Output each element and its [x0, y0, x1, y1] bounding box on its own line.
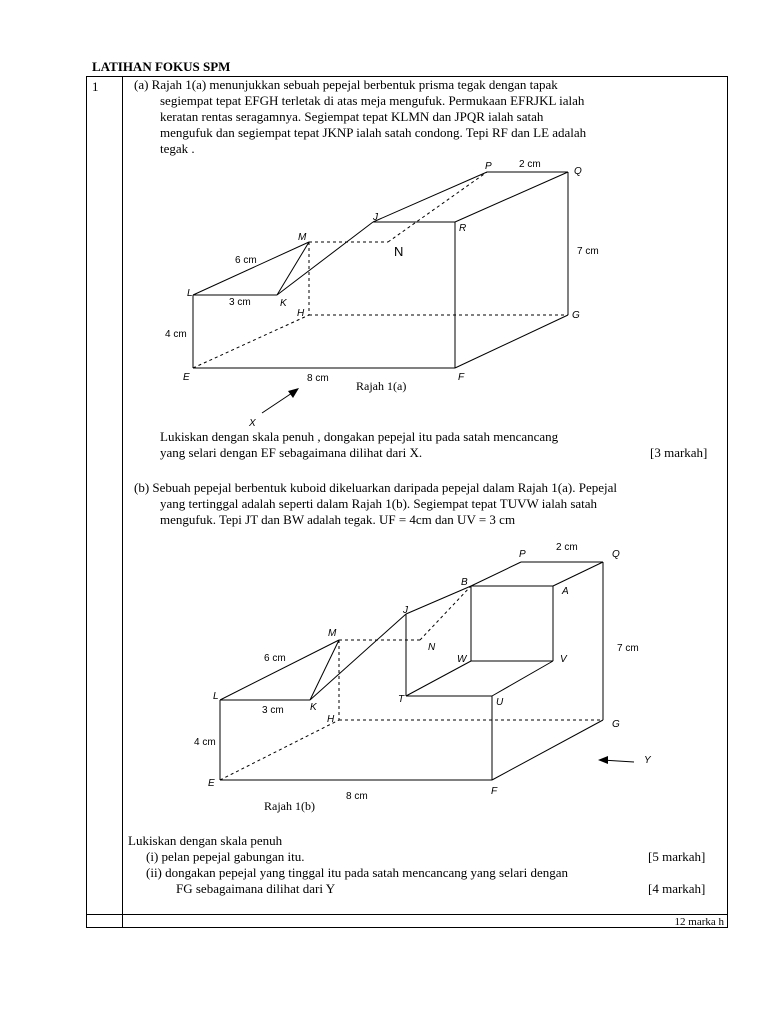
- label-h: H: [297, 308, 305, 319]
- label-p: P: [485, 161, 492, 172]
- arrow-y-head: [598, 756, 608, 764]
- label-v: V: [560, 654, 567, 665]
- dim-mn: 6 cm: [235, 255, 257, 266]
- part-b-task-ii-line-1: (ii) dongakan pepejal yang tinggal itu pada satah mencancang yang selari dengan: [146, 865, 568, 880]
- label-u: U: [496, 697, 504, 708]
- label-x: X: [249, 418, 256, 429]
- part-a-task-line-2: yang selari dengan EF sebagaimana dilihat dari X.: [160, 445, 423, 460]
- part-b-task-intro: Lukiskan dengan skala penuh: [128, 833, 283, 848]
- edge-mk: [310, 640, 339, 700]
- part-a-marks: [3 markah]: [650, 445, 708, 460]
- label-r: R: [459, 223, 467, 234]
- part-a-line-3: keratan rentas seragamnya. Segiempat tepat KLMN dan JPQR ialah satah: [160, 109, 544, 124]
- label-k: K: [310, 702, 317, 713]
- hidden-eh: [193, 315, 309, 368]
- label-j: J: [373, 212, 378, 223]
- part-b-line-1: (b) Sebuah pepejal berbentuk kuboid dikeluarkan daripada pepejal dalam Rajah 1(a). Pepejal: [134, 480, 617, 495]
- figure-1b: [180, 535, 660, 820]
- arrow-x-head: [288, 388, 299, 398]
- hidden-nb: [420, 586, 471, 640]
- dim-pq: 2 cm: [519, 159, 541, 170]
- caption-1b: Rajah 1(b): [264, 799, 315, 813]
- edge-fg: [492, 720, 603, 780]
- table-column-divider: [122, 76, 123, 928]
- dim-qg: 7 cm: [577, 246, 599, 257]
- label-n: N: [394, 244, 404, 259]
- part-a-line-4: mengufuk dan segiempat tepat JKNP ialah satah condong. Tepi RF dan LE adalah: [160, 125, 587, 140]
- hidden-np: [388, 172, 487, 242]
- label-t: T: [398, 694, 405, 705]
- edge-jk: [277, 222, 373, 295]
- label-n: N: [428, 642, 436, 653]
- dim-lk: 3 cm: [262, 705, 284, 716]
- part-b-task-i-marks: [5 markah]: [648, 849, 706, 864]
- label-l: L: [213, 691, 219, 702]
- label-j: J: [403, 605, 408, 616]
- dim-le: 4 cm: [165, 329, 187, 340]
- total-marks: 12 marka h: [674, 916, 724, 928]
- label-a: A: [562, 586, 569, 597]
- dim-le: 4 cm: [194, 737, 216, 748]
- page-heading: LATIHAN FOKUS SPM: [92, 59, 231, 74]
- hidden-eh: [220, 720, 339, 780]
- part-b-line-3: mengufuk. Tepi JT dan BW adalah tegak. UF = 4cm dan UV = 3 cm: [160, 512, 516, 527]
- label-y: Y: [644, 755, 651, 766]
- edge-rq: [455, 172, 568, 222]
- part-b-line-2: yang tertinggal adalah seperti dalam Rajah 1(b). Segiempat tepat TUVW ialah satah: [160, 496, 598, 511]
- edge-fg: [455, 315, 568, 368]
- label-m: M: [328, 628, 337, 639]
- edge-bp: [471, 562, 521, 586]
- label-k: K: [280, 298, 287, 309]
- dim-lk: 3 cm: [229, 297, 251, 308]
- edge-aq: [553, 562, 603, 586]
- question-number: 1: [92, 79, 99, 94]
- edge-lm: [220, 640, 339, 700]
- dim-mn: 6 cm: [264, 653, 286, 664]
- label-g: G: [612, 719, 620, 730]
- edge-km: [277, 242, 309, 295]
- label-b: B: [461, 577, 468, 588]
- arrow-x: [262, 391, 295, 413]
- part-a-task-line-1: Lukiskan dengan skala penuh , dongakan pepejal itu pada satah mencancang: [160, 429, 559, 444]
- dim-pq: 2 cm: [556, 542, 578, 553]
- part-b-task-ii-marks: [4 markah]: [648, 881, 706, 896]
- label-q: Q: [574, 166, 582, 177]
- part-a-line-2: segiempat tepat EFGH terletak di atas meja mengufuk. Permukaan EFRJKL ialah: [160, 93, 585, 108]
- label-p: P: [519, 549, 526, 560]
- label-h: H: [327, 714, 335, 725]
- figure-1a: [150, 150, 610, 435]
- table-footer-divider: [86, 914, 728, 915]
- label-f: F: [491, 786, 498, 797]
- part-b-task-ii-line-2: FG sebagaimana dilihat dari Y: [176, 881, 336, 896]
- label-e: E: [208, 778, 215, 789]
- edge-jp: [373, 172, 487, 222]
- part-a-line-1: (a) Rajah 1(a) menunjukkan sebuah pepejal berbentuk prisma tegak dengan tapak: [134, 77, 558, 92]
- label-q: Q: [612, 549, 620, 560]
- edge-uv: [492, 661, 553, 696]
- dim-qg: 7 cm: [617, 643, 639, 654]
- edge-jb: [406, 586, 471, 614]
- edge-tw: [406, 661, 471, 696]
- label-e: E: [183, 372, 190, 383]
- edge-lm: [193, 242, 309, 295]
- label-m: M: [298, 232, 307, 243]
- part-a-line-5: tegak .: [160, 141, 195, 156]
- edge-jk: [310, 614, 406, 700]
- dim-ef: 8 cm: [307, 373, 329, 384]
- caption-1a: Rajah 1(a): [356, 379, 407, 393]
- dim-ef: 8 cm: [346, 791, 368, 802]
- label-g: G: [572, 310, 580, 321]
- label-f: F: [458, 372, 465, 383]
- label-l: L: [187, 288, 193, 299]
- part-b-task-i: (i) pelan pepejal gabungan itu.: [146, 849, 305, 864]
- label-w: W: [457, 654, 467, 665]
